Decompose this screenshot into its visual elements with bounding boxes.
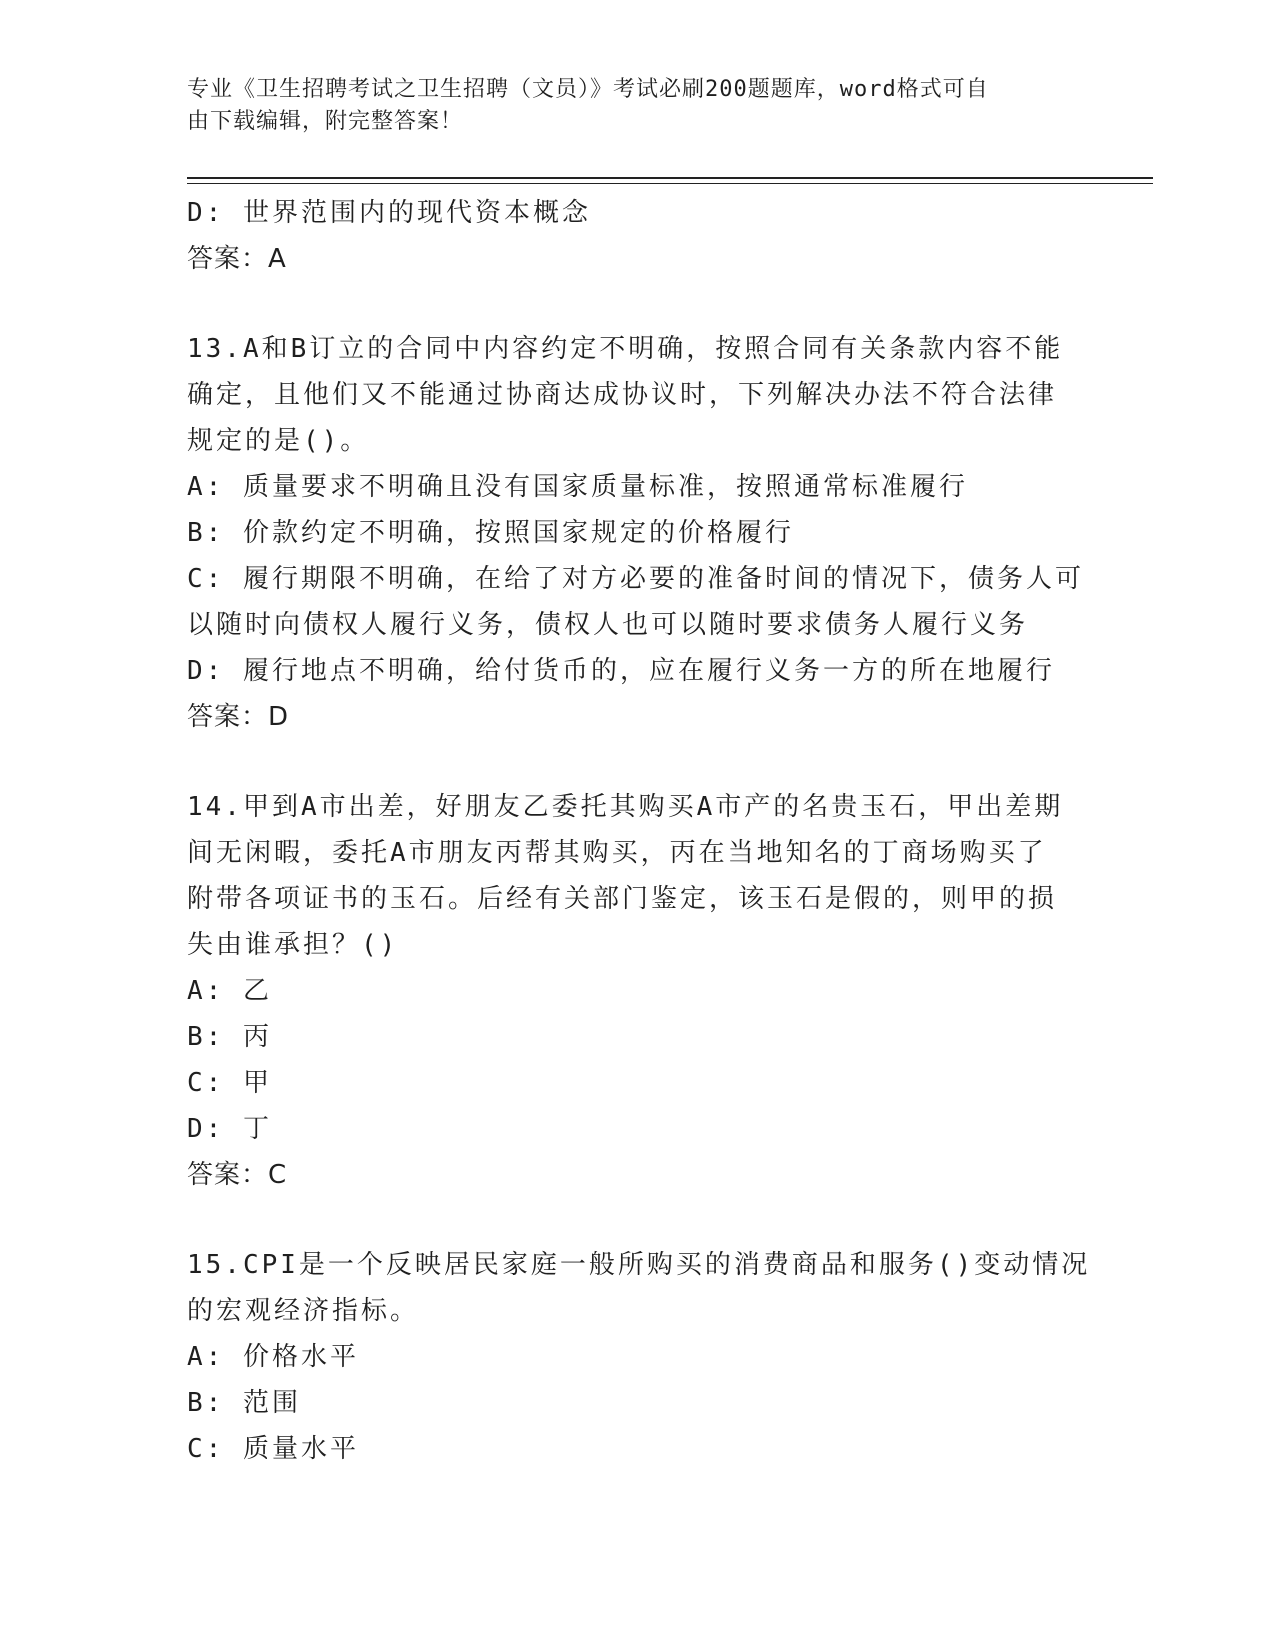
question-stem-line: 14.甲到A市出差，好朋友乙委托其购买A市产的名贵玉石，甲出差期 [187,792,1064,822]
header-rule-thick [187,177,1153,179]
question-stem-line: 13.A和B订立的合同中内容约定不明确，按照合同有关条款内容不能 [187,334,1064,364]
option-b: B: 价款约定不明确，按照国家规定的价格履行 [187,518,794,548]
question-stem-line: 的宏观经济指标。 [187,1296,420,1326]
answer: 答案：A [187,244,287,274]
option-a: A: 质量要求不明确且没有国家质量标准，按照通常标准履行 [187,472,968,502]
option-c-line: C: 履行期限不明确，在给了对方必要的准备时间的情况下，债务人可 [187,564,1084,594]
question-14 [187,784,1087,1198]
question-13 [187,326,1087,740]
option-c: C: 甲 [187,1068,272,1098]
option-d: D: 世界范围内的现代资本概念 [187,198,591,228]
question-stem-line: 附带各项证书的玉石。后经有关部门鉴定，该玉石是假的，则甲的损 [187,884,1058,914]
page-header [187,74,1067,138]
question-stem-line: 规定的是()。 [187,426,370,456]
option-c-line: 以随时向债权人履行义务，债权人也可以随时要求债务人履行义务 [187,610,1029,640]
option-d: D: 履行地点不明确，给付货币的，应在履行义务一方的所在地履行 [187,656,1055,686]
option-a: A: 价格水平 [187,1342,359,1372]
question-stem-line: 间无闲暇，委托A市朋友丙帮其购买，丙在当地知名的丁商场购买了 [187,838,1047,868]
option-d: D: 丁 [187,1114,272,1144]
option-a: A: 乙 [187,976,272,1006]
answer: 答案：C [187,1160,288,1190]
question-stem-line: 确定，且他们又不能通过协商达成协议时，下列解决办法不符合法律 [187,380,1058,410]
question-stem-line: 失由谁承担？() [187,930,399,960]
option-b: B: 范围 [187,1388,301,1418]
header-line-2: 由下载编辑，附完整答案！ [187,109,464,134]
prev-question-tail [187,190,1087,282]
option-c: C: 质量水平 [187,1434,359,1464]
question-content [187,190,1091,1472]
option-b: B: 丙 [187,1022,272,1052]
header-rule-thin [187,183,1153,184]
question-stem-line: 15.CPI是一个反映居民家庭一般所购买的消费商品和服务()变动情况 [187,1250,1091,1280]
question-15 [187,1242,1091,1472]
header-line-1: 专业《卫生招聘考试之卫生招聘（文员）》考试必刷200题题库，word格式可自 [187,77,989,102]
answer: 答案：D [187,702,290,732]
